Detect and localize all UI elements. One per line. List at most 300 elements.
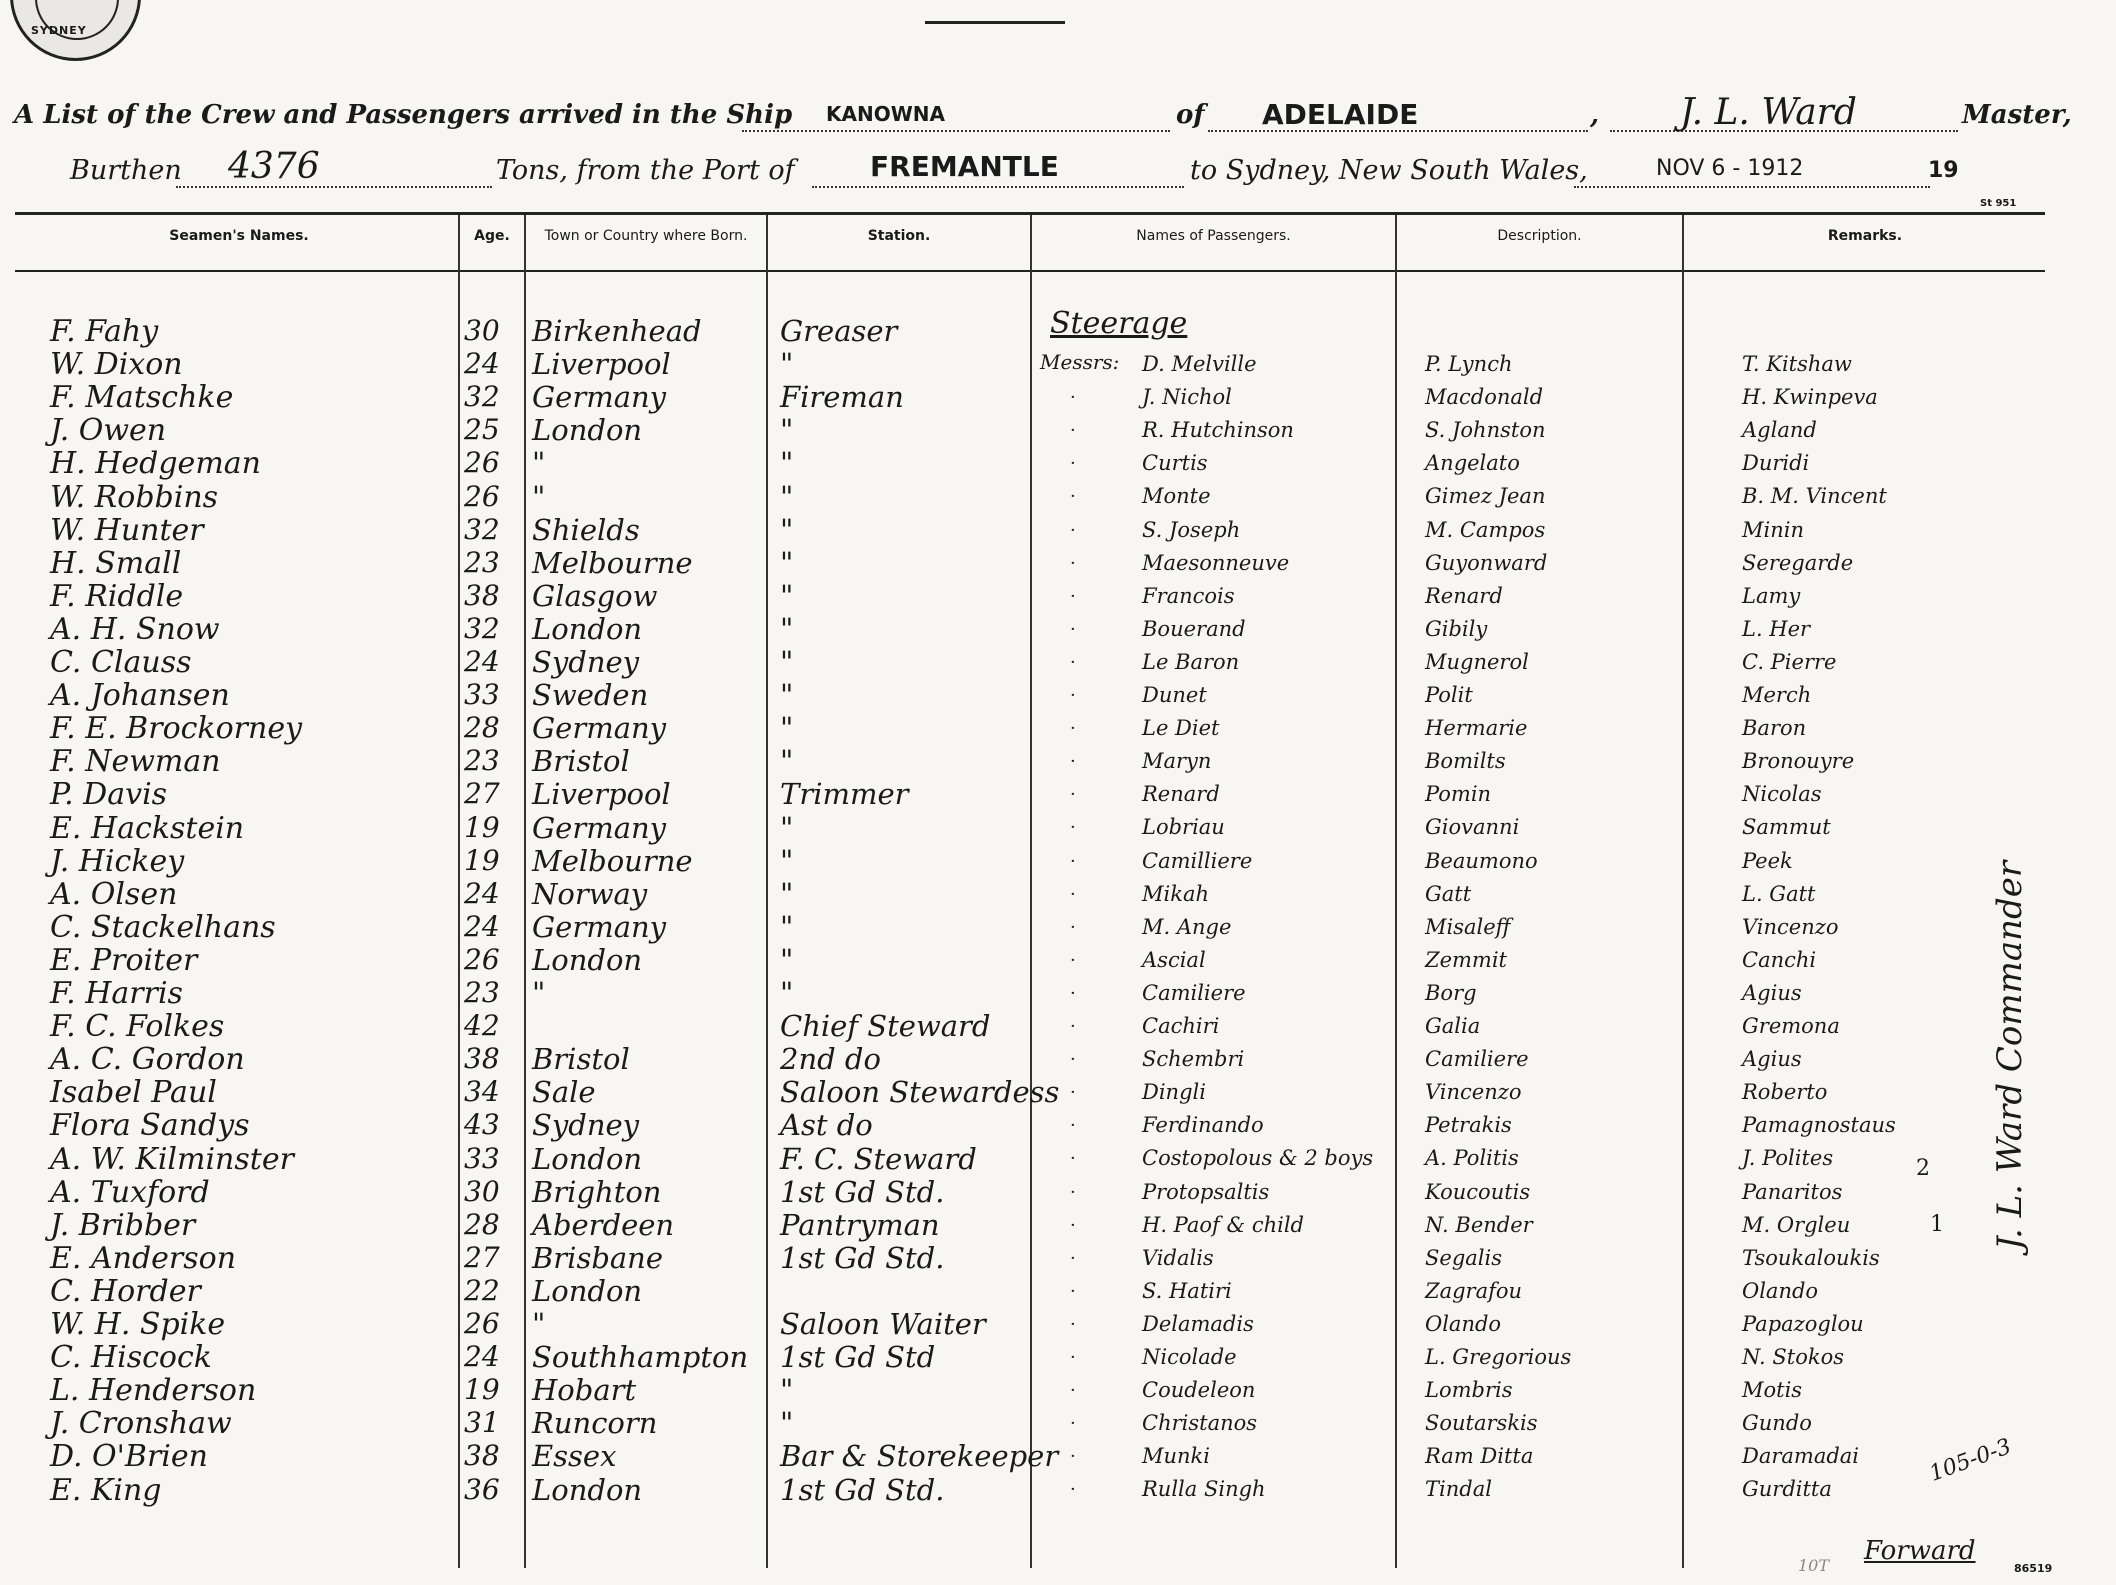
row-bullet: · [1070,949,1076,971]
seaman-age: 30 [464,314,500,347]
row-bullet: · [1070,883,1076,905]
passenger-name: Schembri [1142,1047,1245,1072]
seaman-station: " [780,611,794,646]
seaman-station: " [780,711,794,746]
passenger-name: Christanos [1142,1411,1258,1436]
seaman-age: 43 [464,1108,500,1142]
seaman-age: 28 [464,711,500,745]
passenger-remarks: Daramadai [1742,1444,1860,1469]
seaman-birthplace: Hobart [532,1373,637,1408]
seaman-station: 1st Gd Std. [780,1174,945,1209]
seaman-birthplace: Bristol [532,1042,630,1077]
seaman-age: 38 [464,1439,500,1473]
passenger-remarks: Bronouyre [1742,749,1855,774]
seaman-birthplace: London [532,413,643,448]
seaman-age: 23 [464,744,500,778]
passenger-name: Le Baron [1142,649,1240,674]
master-label: Master, [1962,100,2072,130]
seaman-name: C. Stackelhans [50,909,276,945]
passenger-description: Angelato [1425,451,1520,476]
row-bullet: · [1070,519,1076,541]
seaman-station: Bar & Storekeeper [780,1439,1059,1474]
passenger-description: Camiliere [1425,1047,1529,1072]
ship-dotted-line [742,128,1170,132]
seaman-age: 26 [464,942,500,976]
seaman-name: P. Davis [50,777,168,813]
seaman-birthplace: Melbourne [532,545,693,580]
passenger-name: M. Ange [1142,914,1232,939]
row-bullet: · [1070,1148,1076,1170]
passenger-description: Koucoutis [1425,1179,1531,1204]
row-bullet: · [1070,916,1076,938]
passenger-name: Nicolade [1142,1345,1237,1369]
passenger-name: Mikah [1142,881,1209,906]
seaman-name: H. Small [50,545,182,581]
row-bullet: · [1070,552,1076,574]
passenger-remarks: H. Kwinpeva [1742,385,1878,410]
seaman-name: A. Johansen [50,678,230,714]
seaman-birthplace: Norway [532,876,648,911]
col-divider-station [766,215,768,1568]
passenger-name: H. Paof & child [1142,1212,1304,1237]
passenger-name: Maesonneuve [1142,550,1290,575]
seaman-name: F. Matschke [50,380,234,416]
seaman-age: 24 [464,645,500,678]
seaman-station: Pantryman [780,1207,940,1242]
passenger-remarks: N. Stokos [1742,1345,1844,1369]
seaman-station: " [780,645,794,679]
row-bullet: · [1070,387,1076,409]
of-label: of [1176,100,1205,130]
col-header-passengers: Names of Passengers. [1136,228,1291,244]
passenger-remarks: Minin [1742,517,1804,542]
row-bullet: · [1070,420,1076,442]
agency-seal [10,0,141,61]
seaman-name: W. H. Spike [50,1307,226,1342]
burthen-value: 4376 [228,146,320,187]
seaman-station: 1st Gd Std [780,1340,936,1375]
seaman-age: 34 [464,1075,500,1109]
seaman-name: E. Proiter [50,942,198,978]
passenger-name: Ferdinando [1142,1113,1264,1138]
master-name: J. L. Ward [1680,92,1857,133]
passenger-description: S. Johnston [1425,418,1546,443]
forward-prefix: 10T [1798,1556,1830,1575]
passenger-name: Maryn [1142,749,1212,774]
seaman-birthplace: Sydney [532,1108,640,1143]
seaman-age: 23 [464,545,500,579]
seaman-age: 19 [464,810,500,844]
seaman-birthplace: Sale [532,1075,596,1110]
row-bullet: · [1070,817,1076,839]
seaman-station: Saloon Stewardess [780,1075,1060,1110]
col-header-age: Age. [474,228,510,244]
passenger-remarks: C. Pierre [1742,649,1837,674]
to-sydney-label: to Sydney, New South Wales, [1190,155,1588,186]
seaman-birthplace: Germany [532,909,667,944]
passenger-description: Gibily [1425,616,1488,641]
seaman-name: C. Clauss [50,645,192,680]
passenger-name: J. Nichol [1142,385,1232,410]
seaman-birthplace: " [532,976,546,1010]
passenger-name: Munki [1142,1444,1210,1469]
seaman-station: " [780,545,794,580]
seaman-age: 23 [464,976,500,1009]
count-annotation: 105-0-3 [1926,1434,2015,1487]
seaman-age: 32 [464,380,500,414]
seaman-age: 24 [464,909,500,943]
seaman-age: 31 [464,1406,500,1440]
seaman-station: " [780,347,794,382]
passenger-name: Francois [1142,583,1235,608]
seaman-age: 26 [464,1307,500,1340]
seaman-name: C. Hiscock [50,1340,212,1376]
seaman-birthplace: Glasgow [532,578,658,613]
passenger-description: Polit [1425,683,1473,707]
passenger-name: Vidalis [1142,1245,1214,1270]
seaman-station: 2nd do [780,1042,881,1077]
passenger-name: Monte [1142,484,1211,509]
row-bullet: · [1070,751,1076,773]
passenger-description: A. Politis [1425,1146,1519,1171]
passenger-remarks: Gremona [1742,1014,1840,1038]
passenger-remarks: Panaritos [1742,1179,1843,1204]
seaman-age: 24 [464,1340,500,1374]
col-header-station: Station. [867,228,931,244]
seaman-station: Chief Steward [780,1009,991,1044]
seaman-name: W. Robbins [50,479,219,515]
seaman-birthplace: Germany [532,711,667,746]
row-bullet: · [1070,1016,1076,1037]
seaman-birthplace: Shields [532,512,640,547]
passenger-remarks: Duridi [1742,451,1810,476]
seaman-age: 27 [464,777,500,811]
col-divider-passengers [1030,215,1032,1568]
seaman-station: 1st Gd Std. [780,1472,945,1507]
passenger-remarks: B. M. Vincent [1742,484,1887,509]
seaman-name: A. W. Kilminster [50,1141,294,1177]
seaman-name: L. Henderson [50,1373,257,1409]
row-bullet: · [1070,1479,1076,1501]
passenger-name: R. Hutchinson [1142,418,1294,443]
col-divider-born [524,215,526,1568]
passenger-remarks: Motis [1742,1378,1803,1403]
passenger-name: Camilliere [1142,848,1253,873]
passenger-description: N. Bender [1425,1212,1533,1237]
seaman-name: J. Bribber [50,1207,196,1243]
passenger-description: Gimez Jean [1425,484,1546,509]
forward-annotation: Forward [1864,1536,1976,1566]
passenger-remarks: Peek [1742,848,1793,873]
seaman-birthplace: Liverpool [532,347,671,382]
seaman-station: " [780,876,794,911]
passenger-name: Ascial [1142,947,1206,972]
seaman-birthplace: London [532,1273,643,1308]
seaman-age: 25 [464,413,500,447]
passenger-name: D. Melville [1142,352,1257,376]
passenger-remarks: Agius [1742,980,1802,1005]
seaman-age: 24 [464,876,500,910]
passenger-description: M. Campos [1425,517,1546,542]
row-bullet: · [1070,1214,1076,1236]
seaman-age: 26 [464,479,500,513]
seaman-birthplace: Aberdeen [532,1207,675,1242]
seal-text: SYDNEY [31,24,87,37]
passenger-description: Bomilts [1425,749,1506,774]
seaman-name: E. King [50,1472,162,1508]
passenger-name: S. Joseph [1142,517,1241,542]
burthen-label: Burthen [70,155,182,186]
passenger-description: Giovanni [1425,815,1520,840]
seaman-name: F. Fahy [50,314,159,349]
passenger-remarks: Olando [1742,1278,1819,1303]
seaman-station: " [780,942,794,977]
seaman-station: " [780,512,794,547]
seaman-age: 26 [464,446,500,480]
seaman-name: W. Hunter [50,512,204,548]
seaman-name: Isabel Paul [50,1075,217,1111]
col-divider-age [458,215,460,1568]
passenger-description: Lombris [1425,1378,1513,1403]
seaman-station: F. C. Steward [780,1141,977,1176]
passenger-description: L. Gregorious [1425,1345,1572,1369]
seaman-name: J. Owen [50,413,167,449]
passenger-remarks: J. Polites [1742,1146,1834,1171]
col-header-description: Description. [1497,228,1582,244]
seaman-age: 32 [464,611,500,645]
seaman-name: F. Riddle [50,578,184,614]
passenger-description: P. Lynch [1425,352,1513,376]
passenger-description: Gatt [1425,881,1472,906]
seaman-birthplace: Brighton [532,1174,662,1209]
seaman-station: " [780,479,794,514]
passenger-remarks: Gundo [1742,1411,1812,1436]
seaman-station: " [780,446,794,481]
year-suffix: 19 [1928,158,1959,183]
passenger-description: Soutarskis [1425,1411,1538,1436]
seaman-age: 28 [464,1207,500,1241]
tons-from-label: Tons, from the Port of [496,155,795,186]
passenger-description: Petrakis [1425,1113,1512,1138]
top-dash-rule [925,21,1065,24]
seaman-station: " [780,578,794,613]
seaman-station: " [780,678,794,713]
messrs-label: Messrs: [1040,350,1120,374]
passenger-description: Vincenzo [1425,1080,1522,1105]
row-bullet: · [1070,651,1076,673]
passenger-description: Mugnerol [1425,649,1529,674]
seaman-birthplace: " [532,446,546,481]
seaman-name: A. C. Gordon [50,1042,245,1078]
seaman-station: " [780,909,794,944]
seaman-name: E. Hackstein [50,810,245,846]
seaman-station: " [780,810,794,845]
seaman-age: 32 [464,512,500,546]
seaman-name: A. Tuxford [50,1174,210,1210]
passenger-name: Cachiri [1142,1014,1220,1038]
row-bullet: · [1070,982,1076,1004]
seaman-name: W. Dixon [50,347,183,383]
row-bullet: · [1070,1446,1076,1468]
seaman-name: C. Horder [50,1273,201,1309]
seaman-name: D. O'Brien [50,1439,208,1475]
row-bullet: · [1070,1082,1076,1104]
seaman-name: F. C. Folkes [50,1009,225,1045]
seaman-birthplace: Liverpool [532,777,671,812]
row-bullet: · [1070,685,1076,706]
passenger-description: Galia [1425,1014,1481,1038]
passenger-remarks: Nicolas [1742,782,1822,807]
from-port-dotted-line [812,184,1184,188]
row-bullet: · [1070,1049,1076,1071]
seaman-name: E. Anderson [50,1240,237,1276]
seaman-station: " [780,1373,794,1408]
seaman-age: 19 [464,1373,500,1407]
col-divider-description [1395,215,1397,1568]
row-bullet: · [1070,784,1076,806]
seaman-station: Greaser [780,314,898,348]
row-bullet: · [1070,1181,1076,1203]
seaman-age: 30 [464,1174,500,1208]
row-bullet: · [1070,850,1076,872]
seaman-name: J. Cronshaw [50,1406,232,1442]
seaman-station: Saloon Waiter [780,1307,986,1341]
passenger-remarks: Lamy [1742,583,1801,608]
col-header-remarks: Remarks. [1827,228,1903,244]
port-of-registry: ADELAIDE [1262,98,1419,131]
seaman-name: F. Newman [50,744,221,780]
arrival-date: NOV 6 - 1912 [1656,156,1804,181]
passenger-description: Zemmit [1425,947,1508,972]
row-bullet: · [1070,453,1076,475]
seaman-name: A. H. Snow [50,611,220,647]
passenger-remarks: Merch [1742,683,1812,707]
tick-mark-b: 1 [1930,1212,1944,1237]
seaman-age: 24 [464,347,500,381]
passenger-name: Costopolous & 2 boys [1142,1146,1374,1171]
row-bullet: · [1070,1247,1076,1269]
passenger-remarks: Tsoukaloukis [1742,1245,1880,1270]
seaman-age: 33 [464,678,500,712]
seaman-age: 22 [464,1273,500,1307]
seaman-birthplace: Essex [532,1439,617,1474]
seaman-age: 38 [464,1042,500,1076]
seaman-age: 33 [464,1141,500,1175]
passenger-remarks: Papazoglou [1742,1311,1864,1336]
seaman-station: Trimmer [780,777,909,812]
passenger-remarks: Canchi [1742,947,1817,972]
seaman-name: A. Olsen [50,876,178,912]
passenger-remarks: Agius [1742,1047,1802,1072]
col-divider-remarks [1682,215,1684,1568]
passenger-name: Dunet [1142,683,1207,707]
passenger-description: Olando [1425,1311,1502,1336]
passenger-name: S. Hatiri [1142,1278,1232,1303]
seaman-birthplace: Bristol [532,744,630,779]
seaman-birthplace: Runcorn [532,1406,658,1441]
passenger-remarks: L. Her [1742,616,1811,641]
seaman-station: " [780,976,794,1010]
seaman-birthplace: Germany [532,380,667,415]
row-bullet: · [1070,1380,1076,1402]
seaman-age: 27 [464,1240,500,1274]
seaman-name: F. Harris [50,976,183,1011]
row-bullet: · [1070,718,1076,740]
row-bullet: · [1070,1313,1076,1335]
seaman-age: 19 [464,843,500,877]
seaman-name: J. Hickey [50,843,185,879]
from-port: FREMANTLE [870,150,1059,183]
seaman-birthplace: Melbourne [532,843,693,878]
passenger-name: Curtis [1142,451,1208,476]
row-bullet: · [1070,486,1076,508]
seaman-age: 42 [464,1009,500,1043]
header-line1-prefix: A List of the Crew and Passengers arrived in the Ship [14,100,793,130]
seaman-birthplace: London [532,1141,643,1176]
passenger-description: Misaleff [1425,914,1511,939]
passenger-description: Borg [1425,980,1477,1005]
tick-mark-a: 2 [1916,1156,1930,1181]
ship-name: KANOWNA [826,102,945,126]
passenger-remarks: Sammut [1742,815,1831,840]
seaman-birthplace: Germany [532,810,667,845]
passenger-description: Hermarie [1425,716,1528,741]
stamp-number: 86519 [2014,1562,2053,1575]
seaman-station: " [780,744,794,779]
row-bullet: · [1070,1413,1076,1435]
row-bullet: · [1070,618,1076,640]
seaman-name: H. Hedgeman [50,446,261,482]
seaman-station: 1st Gd Std. [780,1240,945,1275]
date-dotted-line [1574,184,1930,188]
passenger-description: Macdonald [1425,385,1544,410]
passenger-remarks: Vincenzo [1742,914,1839,939]
seaman-station: Ast do [780,1108,873,1143]
commander-signature: J. L. Ward Commander [1990,860,2030,1250]
passenger-description: Renard [1425,583,1503,608]
seaman-station: " [780,413,794,448]
seaman-name: F. E. Brockorney [50,711,303,747]
seaman-birthplace: London [532,942,643,977]
passenger-name: Delamadis [1142,1311,1254,1336]
seaman-birthplace: Southhampton [532,1340,749,1375]
passenger-name: Bouerand [1142,616,1246,641]
steerage-label: Steerage [1050,306,1188,341]
seaman-birthplace: Birkenhead [532,314,702,348]
col-header-born: Town or Country where Born. [544,228,748,244]
passenger-remarks: Agland [1742,418,1817,443]
seaman-name: Flora Sandys [50,1108,250,1144]
form-number: St 951 [1980,198,2017,209]
seaman-birthplace: " [532,1307,546,1341]
passenger-remarks: Roberto [1742,1080,1828,1105]
seaman-birthplace: Sweden [532,678,649,713]
passenger-name: Lobriau [1142,815,1225,840]
header-comma: , [1590,100,1600,130]
seaman-birthplace: London [532,611,643,646]
seaman-age: 38 [464,578,500,612]
passenger-description: Zagrafou [1425,1278,1523,1303]
seaman-birthplace: Brisbane [532,1240,664,1275]
passenger-name: Le Diet [1142,716,1220,741]
passenger-remarks: T. Kitshaw [1742,352,1852,376]
seaman-birthplace: " [532,479,546,514]
passenger-name: Camiliere [1142,980,1246,1005]
passenger-remarks: Gurditta [1742,1477,1832,1502]
passenger-name: Protopsaltis [1142,1179,1270,1204]
passenger-remarks: M. Orgleu [1742,1212,1851,1237]
passenger-description: Tindal [1425,1477,1492,1502]
